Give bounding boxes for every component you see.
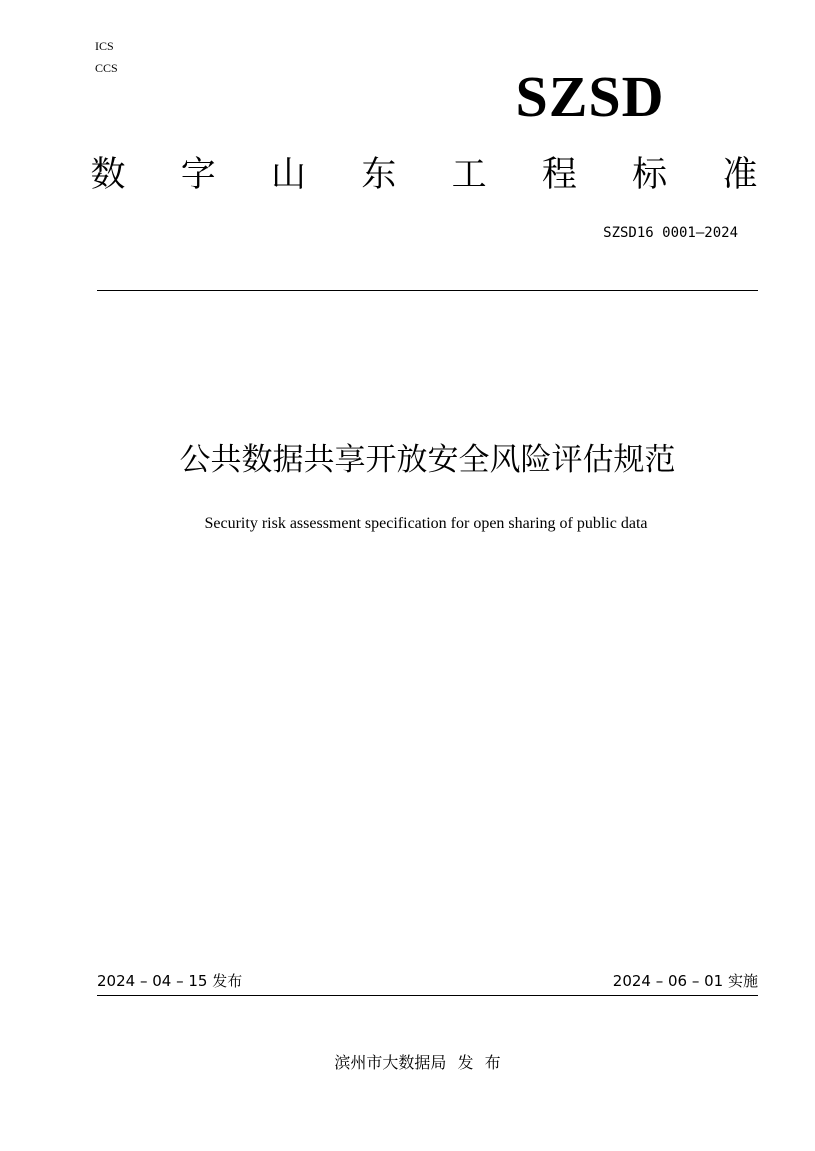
standard-type-char: 程 xyxy=(541,155,577,195)
standard-type-name xyxy=(88,155,760,195)
standard-type-char: 标 xyxy=(632,155,668,195)
issue-date: 2024 – 04 – 15 发布 xyxy=(97,972,243,990)
standard-type-char: 准 xyxy=(722,155,758,195)
document-title-english: Security risk assessment specification for open sharing of public data xyxy=(204,515,648,532)
standard-type-char: 东 xyxy=(361,155,397,195)
ccs-label: CCS xyxy=(95,61,118,75)
standard-type-char: 山 xyxy=(271,155,307,195)
ics-label: ICS xyxy=(95,39,114,53)
standard-type-char: 数 xyxy=(90,155,126,195)
header-divider xyxy=(97,290,758,291)
document-title-chinese: 公共数据共享开放安全风险评估规范 xyxy=(179,442,676,478)
standard-type-char: 工 xyxy=(451,155,487,195)
standard-type-char: 字 xyxy=(180,155,216,195)
standard-code: SZSD16 0001—2024 xyxy=(603,225,738,241)
implementation-date: 2024 – 06 – 01 实施 xyxy=(612,972,758,990)
issuing-authority: 滨州市大数据局 发 布 xyxy=(334,1053,501,1072)
footer-divider xyxy=(97,995,758,996)
standard-logo: SZSD xyxy=(515,64,665,129)
